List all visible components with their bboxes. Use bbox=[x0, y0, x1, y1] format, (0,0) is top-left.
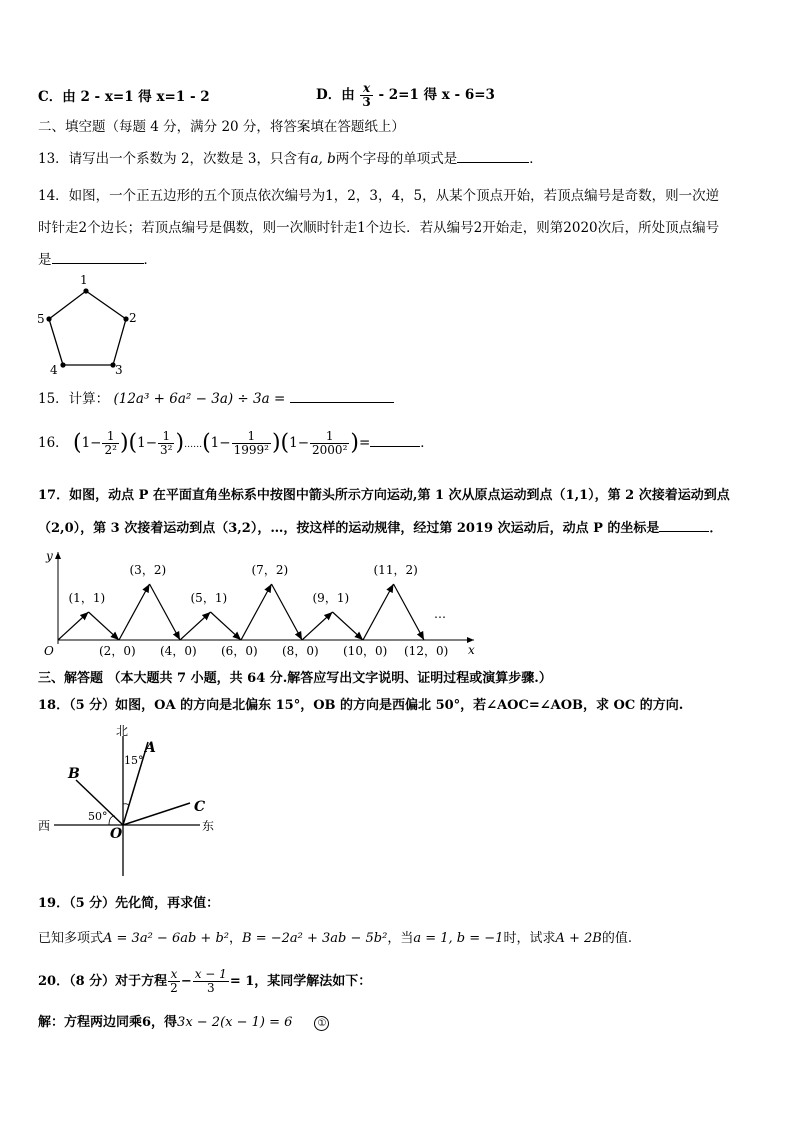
west-label: 西 bbox=[38, 819, 51, 833]
origin-label: O bbox=[44, 644, 54, 658]
zigzag-segment bbox=[272, 584, 303, 640]
option-d-text: - 2=1 得 x - 6=3 bbox=[378, 87, 495, 103]
vertex-5-dot bbox=[46, 316, 51, 321]
bottom-point-label: (4，0) bbox=[160, 644, 197, 658]
point-b-label: B bbox=[68, 766, 80, 782]
option-d-den: 3 bbox=[362, 95, 371, 109]
bottom-point-label: (12，0) bbox=[404, 644, 449, 658]
q16-f4-den: 2000² bbox=[312, 443, 348, 457]
q13-text: 13．请写出一个系数为 2，次数是 3，只含有 bbox=[38, 151, 311, 167]
q19-B-expr: B = −2a² + 3ab − 5b² bbox=[242, 931, 388, 946]
q16-f4-one: 1− bbox=[289, 435, 310, 451]
zigzag-segment bbox=[333, 612, 364, 640]
q16-f3-den: 1999² bbox=[233, 443, 269, 457]
vertex-3-label: 3 bbox=[115, 363, 123, 377]
option-d bbox=[316, 82, 495, 109]
q20-sol-label: 解：方程两边同乘6，得 bbox=[38, 1015, 178, 1030]
q15-label: 15．计算： bbox=[38, 391, 110, 407]
q16-f2-frac bbox=[158, 430, 174, 457]
q15-answer-blank[interactable] bbox=[290, 390, 394, 403]
q16-f2-den: 3² bbox=[160, 443, 173, 457]
top-point-label: (5，1) bbox=[190, 591, 228, 605]
vertex-1-dot bbox=[83, 288, 88, 293]
zigzag-segment bbox=[394, 584, 425, 640]
step-1-marker: ① bbox=[314, 1016, 329, 1031]
zigzag-segment bbox=[150, 584, 181, 640]
vertex-5-label: 5 bbox=[37, 312, 45, 326]
q20-frac1 bbox=[168, 968, 180, 995]
q14-line1: 14．如图，一个正五边形的五个顶点依次编号为1，2，3，4，5，从某个顶点开始，若顶点编号是奇数，则一次逆 bbox=[38, 188, 720, 204]
y-axis-label: y bbox=[46, 549, 53, 563]
top-point-label: (7，2) bbox=[251, 563, 289, 577]
option-c-label: C．由 bbox=[38, 89, 76, 105]
q17-line1: 17．如图，动点 P 在平面直角坐标系中按图中箭头所示方向运动,第 1 次从原点运动到点（1,1），第 2 次接着运动到点 bbox=[38, 488, 730, 503]
question-16: 16． (1− $\frac{1}{\text{2²}}$ )(1− $\frac{1}{\text{3²}}$ )……(1− $\frac{1}{\text{1999²}}$ )(1− $\frac{1}{\text{2000²}}$ )= ． bbox=[38, 429, 434, 457]
q19-vals: a = 1, b = −1 bbox=[413, 931, 504, 946]
q16-answer-blank[interactable] bbox=[370, 434, 420, 447]
top-point-label: (11，2) bbox=[373, 563, 418, 577]
vertex-1-label: 1 bbox=[80, 273, 88, 287]
bottom-point-label: (10，0) bbox=[343, 644, 388, 658]
option-d-fraction bbox=[360, 82, 372, 109]
zigzag-labels bbox=[69, 563, 449, 658]
bottom-point-label: (2，0) bbox=[99, 644, 136, 658]
zigzag-segment bbox=[89, 612, 120, 640]
q14-line3-text: 是 bbox=[38, 252, 52, 268]
top-point-label: (3，2) bbox=[129, 563, 167, 577]
q16-f1-one: 1− bbox=[81, 435, 102, 451]
question-18: 18．（5 分）如图，OA 的方向是北偏东 15°，OB 的方向是西偏北 50°，若∠AOC=∠AOB，求 OC 的方向. bbox=[38, 698, 684, 713]
option-d-num: x bbox=[360, 82, 372, 96]
q20-sol-expr: 3x − 2(x − 1) = 6 bbox=[177, 1015, 293, 1030]
q13-answer-blank[interactable] bbox=[457, 150, 529, 163]
q16-f3-num: 1 bbox=[232, 430, 271, 444]
q17-answer-blank[interactable] bbox=[659, 519, 709, 532]
q20-f2-den: 3 bbox=[206, 981, 215, 995]
q15-expr: (12a³ + 6a² − 3a) ÷ 3a = bbox=[113, 391, 286, 407]
q16-label: 16． bbox=[38, 435, 69, 451]
section2-heading: 二、填空题（每题 4 分，满分 20 分，将答案填在答题纸上） bbox=[38, 119, 405, 135]
q16-f1-num: 1 bbox=[102, 430, 118, 444]
q13-vars: a, b bbox=[310, 151, 336, 167]
q17-line2-text: （2,0），第 3 次接着运动到点（3,2），…，按这样的运动规律，经过第 2019 次运动后，动点 P 的坐标是 bbox=[38, 521, 660, 536]
q19-when: ，当 bbox=[387, 931, 414, 946]
q19-A-expr: A = 3a² − 6ab + b² bbox=[103, 931, 229, 946]
option-c-text: 2 - x=1 得 x=1 - 2 bbox=[80, 89, 210, 105]
zigzag-segment bbox=[363, 584, 394, 640]
angle-15-label: 15° bbox=[124, 754, 144, 767]
x-axis-label: x bbox=[468, 643, 475, 657]
q16-f1-den: 2² bbox=[104, 443, 117, 457]
top-point-label: (9，1) bbox=[312, 591, 350, 605]
east-label: 东 bbox=[202, 819, 215, 833]
zigzag-segment bbox=[58, 612, 89, 640]
north-label: 北 bbox=[116, 724, 129, 738]
q16-f2-num: 1 bbox=[158, 430, 174, 444]
q19-intro: 已知多项式 bbox=[38, 931, 104, 946]
zigzag-segment bbox=[211, 612, 242, 640]
option-d-label: D．由 bbox=[316, 87, 355, 103]
angle-50-label: 50° bbox=[88, 810, 108, 823]
q14-line3: 是 ． bbox=[38, 252, 157, 268]
q19-line2: 已知多项式A = 3a² − 6ab + b²，B = −2a² + 3ab − 5b²，当a = 1, b = −1时，试求A + 2B的值. bbox=[38, 931, 632, 946]
q19-end: 的值. bbox=[601, 931, 632, 946]
q16-f2-one: 1− bbox=[137, 435, 158, 451]
bottom-point-label: (6，0) bbox=[221, 644, 258, 658]
compass-figure bbox=[30, 724, 230, 880]
question-20: 20．（8 分）对于方程 $\frac{x}{2}$ − $\frac{x - 1}{3}$ = 1，某同学解法如下： bbox=[38, 967, 372, 995]
q19-then: 时，试求 bbox=[503, 931, 556, 946]
vertex-2-label: 2 bbox=[129, 311, 137, 325]
q19-line1: 19．（5 分）先化简，再求值： bbox=[38, 896, 220, 911]
q19-target: A + 2B bbox=[555, 931, 602, 946]
q20-label: 20．（8 分）对于方程 bbox=[38, 974, 168, 989]
zigzag-segment bbox=[180, 612, 211, 640]
pentagon-shape bbox=[49, 291, 126, 365]
q16-eq: = bbox=[358, 435, 371, 451]
q16-f1-frac bbox=[102, 430, 118, 457]
point-c-label: C bbox=[194, 799, 206, 815]
point-a-label: A bbox=[145, 740, 156, 756]
option-c bbox=[38, 88, 210, 106]
zigzag-figure bbox=[38, 544, 480, 666]
q16-dots: …… bbox=[184, 440, 203, 450]
vertex-2-dot bbox=[123, 316, 128, 321]
zigzag-segment bbox=[119, 584, 150, 640]
point-o-label: O bbox=[110, 826, 123, 842]
pentagon-figure bbox=[30, 270, 140, 378]
bottom-point-label: (8，0) bbox=[282, 644, 319, 658]
q20-frac2 bbox=[193, 968, 229, 995]
zigzag-segment bbox=[302, 612, 333, 640]
q20-f2-num: x − 1 bbox=[194, 967, 227, 981]
ray-oc bbox=[123, 803, 190, 825]
q14-line2: 时针走2个边长；若顶点编号是偶数，则一次顺时针走1个边长．若从编号2开始走，则第2020次后，所处顶点编号 bbox=[38, 220, 720, 236]
vertex-4-dot bbox=[60, 362, 65, 367]
question-15 bbox=[38, 390, 394, 408]
zigzag-ellipsis: … bbox=[434, 607, 446, 621]
q17-line2: （2,0），第 3 次接着运动到点（3,2），…，按这样的运动规律，经过第 2019 次运动后，动点 P 的坐标是 ． bbox=[38, 521, 723, 536]
top-point-label: (1，1) bbox=[68, 591, 106, 605]
q20-solution bbox=[38, 1014, 329, 1032]
zigzag-path bbox=[58, 584, 424, 640]
q20-f1-num: x bbox=[168, 968, 180, 982]
q16-f3-one: 1− bbox=[210, 435, 231, 451]
q16-f3-frac bbox=[232, 430, 271, 457]
question-13: 13．请写出一个系数为 2，次数是 3，只含有a, b两个字母的单项式是 ． bbox=[38, 151, 543, 167]
q16-f4-frac bbox=[310, 430, 349, 457]
vertex-4-label: 4 bbox=[50, 363, 58, 377]
q16-f4-num: 1 bbox=[310, 430, 349, 444]
zigzag-segment bbox=[241, 584, 272, 640]
q14-answer-blank[interactable] bbox=[52, 251, 144, 264]
section3-heading: 三、解答题 （本大题共 7 小题，共 64 分.解答应写出文字说明、证明过程或演算步骤.） bbox=[38, 671, 552, 686]
q20-tail: = 1，某同学解法如下： bbox=[229, 974, 372, 989]
q13-text2: 两个字母的单项式是 bbox=[335, 151, 458, 167]
q20-f1-den: 2 bbox=[170, 981, 178, 995]
